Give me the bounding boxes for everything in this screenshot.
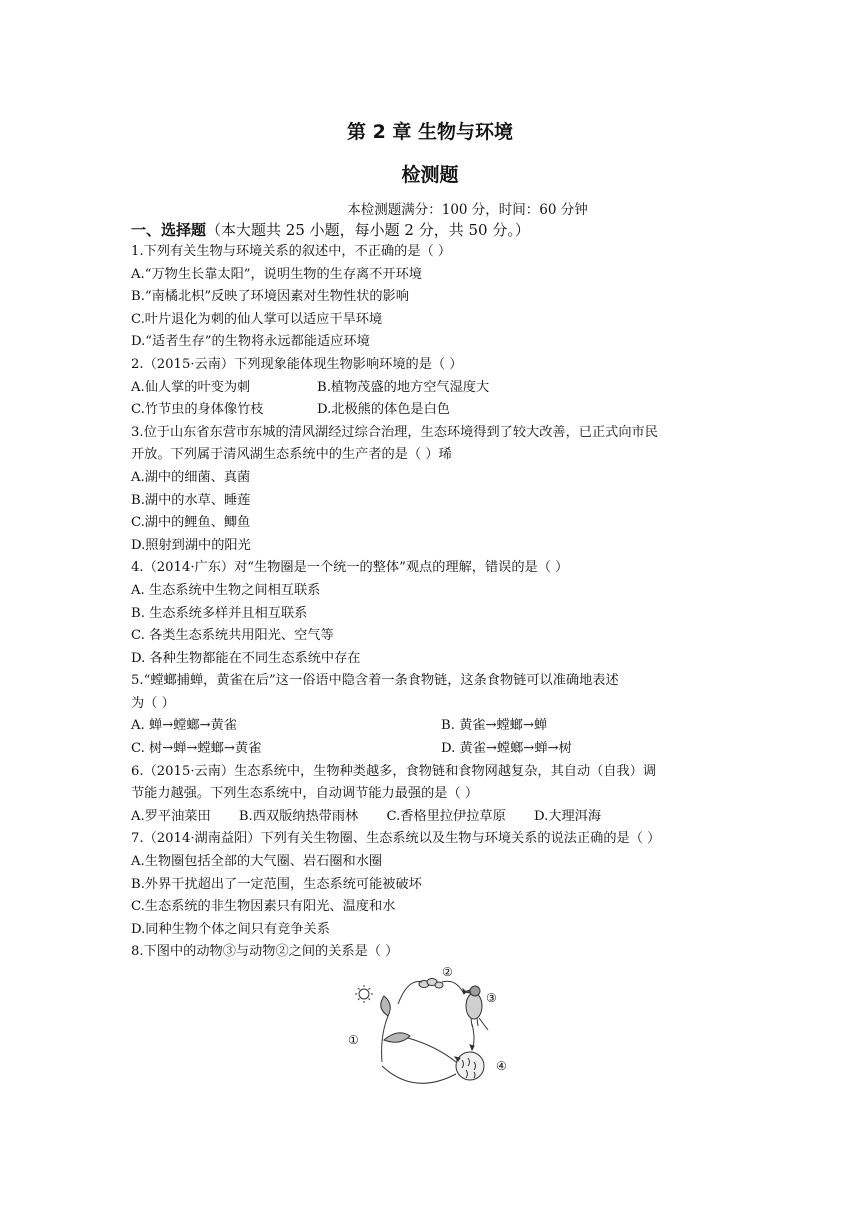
question-5-option-b: B. 黄雀→螳螂→蝉 (441, 718, 548, 734)
question-1-option-d: D.“适者生存”的生物将永远都能适应环境 (131, 334, 370, 350)
question-3-option-d: D.照射到湖中的阳光 (131, 537, 251, 553)
question-4-option-b: B. 生态系统多样并且相互联系 (131, 605, 308, 621)
question-2-stem: 2.（2015·云南）下列现象能体现生物影响环境的是（ ） (131, 356, 463, 372)
question-5-options-row-2 (131, 738, 731, 761)
question-5-stem-line-2: 为（ ） (131, 695, 175, 711)
question-1-stem: 1.下列有关生物与环境关系的叙述中，不正确的是（ ） (131, 244, 452, 259)
question-5-options-row-1 (131, 715, 731, 738)
question-6-option-d: D.大理洱海 (533, 808, 602, 824)
section-heading (131, 219, 530, 240)
question-5-option-d: D. 黄雀→螳螂→蝉→树 (441, 741, 572, 757)
question-4-stem: 4.（2014·广东）对“生物圈是一个统一的整体”观点的理解，错误的是（ ） (131, 560, 569, 576)
question-1-option-c: C.叶片退化为刺的仙人掌可以适应干旱环境 (131, 311, 383, 327)
question-2-option-d: D.北极熊的体色是白色 (317, 402, 450, 418)
question-4-option-d: D. 各种生物都能在不同生态系统中存在 (131, 650, 361, 666)
question-3-option-b: B.湖中的水草、睡莲 (131, 492, 251, 508)
question-3-option-a: A.湖中的细菌、真菌 (131, 469, 251, 485)
food-web-figure (344, 966, 514, 1088)
question-7-stem: 7.（2014·湖南益阳）下列有关生物圈、生态系统以及生物与环境关系的说法正确的是（ ） (131, 831, 661, 847)
question-6-option-b: B.西双版纳热带雨林 (238, 808, 359, 824)
section-note: （本大题共 25 小题，每小题 2 分，共 50 分。） (206, 221, 530, 239)
question-6-options-row (131, 806, 731, 829)
question-6-stem-line-1: 6.（2015·云南）生态系统中，生物种类越多，食物链和食物网越复杂，其自动（自我）调 (131, 763, 657, 779)
caterpillar-icon (419, 979, 443, 989)
label-2: ② (442, 966, 453, 979)
question-5-option-a: A. 蝉→螳螂→黄雀 (131, 718, 237, 734)
question-2-option-b: B.植物茂盛的地方空气湿度大 (317, 379, 490, 395)
question-7-option-b: B.外界干扰超出了一定范围，生态系统可能被破坏 (131, 876, 422, 892)
question-5-stem-line-1: 5.“螳螂捕蝉，黄雀在后”这一俗语中隐含着一条食物链，这条食物链可以准确地表述 (131, 673, 619, 689)
question-7-option-c: C.生态系统的非生物因素只有阳光、温度和水 (131, 899, 396, 915)
question-3-stem-line-2: 开放。下列属于清风湖生态系统中的生产者的是（ ）琋 (131, 447, 452, 463)
plant-icon (381, 996, 410, 1062)
question-2-options-row-2 (131, 399, 731, 422)
question-4-option-a: A. 生态系统中生物之间相互联系 (131, 582, 321, 598)
sun-icon (355, 985, 373, 1003)
question-6-option-a: A.罗平油菜田 (131, 808, 211, 824)
question-3-option-c: C.湖中的鲤鱼、鲫鱼 (131, 515, 251, 531)
label-4: ④ (496, 1059, 507, 1073)
bird-icon (464, 986, 488, 1030)
question-8-stem: 8.下图中的动物③与动物②之间的关系是（ ） (131, 944, 399, 960)
question-2-option-a: A.仙人掌的叶变为刺 (131, 379, 251, 395)
question-3-stem-line-1: 3.位于山东省东营市东城的清风湖经过综合治理，生态环境得到了较大改善，已正式向市民 (131, 424, 658, 440)
question-7-option-a: A.生物圈包括全部的大气圈、岩石圈和水圈 (131, 854, 383, 870)
question-4-option-c: C. 各类生态系统共用阳光、空气等 (131, 628, 334, 644)
test-title: 检测题 (401, 164, 459, 186)
question-6-option-c: C.香格里拉伊拉草原 (386, 808, 506, 824)
test-meta: 本检测题满分：100 分，时间：60 分钟 (347, 202, 588, 218)
bacteria-circle-icon (456, 1052, 484, 1080)
chapter-title: 第 2 章 生物与环境 (346, 121, 514, 143)
question-2-option-c: C.竹节虫的身体像竹枝 (131, 402, 264, 418)
section-label: 一、选择题 (131, 221, 207, 239)
question-7-option-d: D.同种生物个体之间只有竞争关系 (131, 921, 330, 937)
question-2-options-row-1 (131, 377, 731, 400)
label-1: ① (348, 1033, 359, 1047)
question-list (131, 241, 731, 964)
question-1-option-a: A.“万物生长靠太阳”，说明生物的生存离不开环境 (131, 266, 422, 282)
label-3: ③ (486, 991, 497, 1005)
question-6-stem-line-2: 节能力越强。下列生态系统中，自动调节能力最强的是（ ） (131, 786, 479, 802)
question-5-option-c: C. 树→蝉→螳螂→黄雀 (131, 741, 262, 757)
question-1-option-b: B.“南橘北枳”反映了环境因素对生物性状的影响 (131, 289, 409, 305)
